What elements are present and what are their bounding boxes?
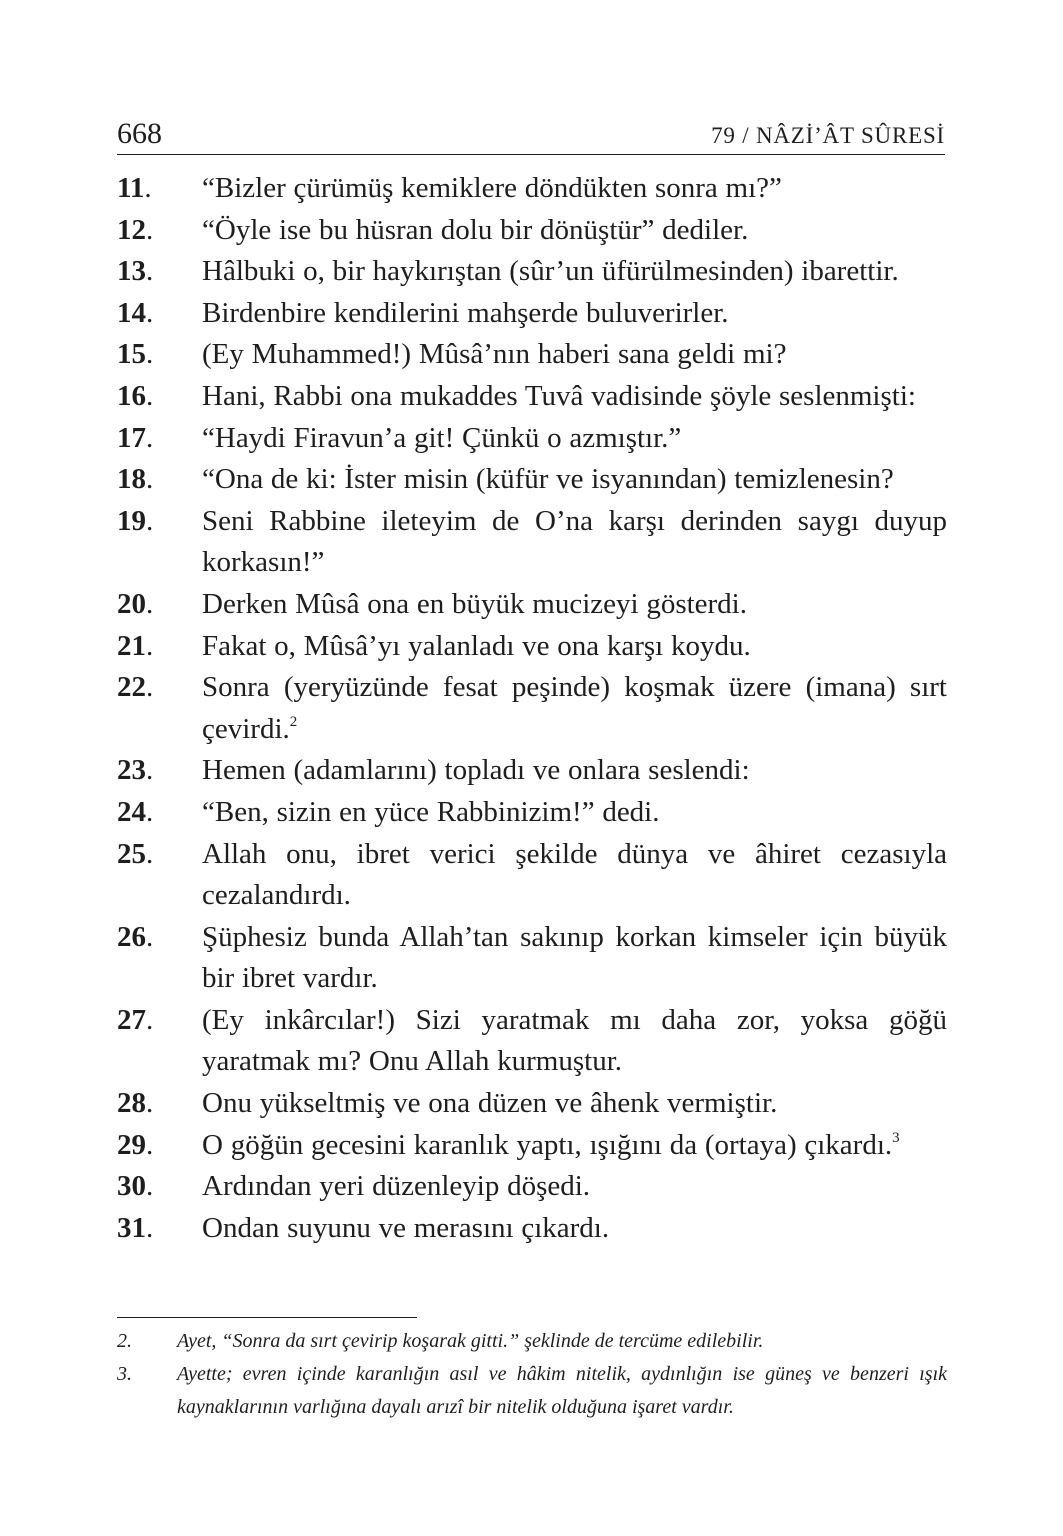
- page-number: 668: [117, 117, 162, 150]
- verse-number: 13.: [117, 255, 154, 288]
- verse-number: 18.: [117, 463, 154, 496]
- verse-text: Şüphesiz bunda Allah’tan sakınıp korkan kimseler için büyük bir ibret vardır.: [202, 920, 947, 995]
- verse-text: Hemen (adamlarını) topladı ve onlara seslendi:: [202, 754, 750, 787]
- footnote-ref: 2: [289, 713, 298, 730]
- verse-item: [117, 376, 947, 418]
- verse-number: 23.: [117, 754, 154, 787]
- verse-item: [117, 210, 947, 252]
- running-title: 79 / NÂZİ’ÂT SÛRESİ: [711, 123, 945, 148]
- verse-text: Hani, Rabbi ona mukaddes Tuvâ vadisinde şöyle seslenmişti:: [202, 379, 916, 412]
- footnote-ref: 3: [892, 1129, 900, 1146]
- verse-number: 27.: [117, 1003, 154, 1036]
- verse-text: Allah onu, ibret verici şekilde dünya ve âhiret cezasıyla cezalandırdı.: [202, 837, 947, 912]
- verse-text: Ondan suyunu ve merasını çıkardı.: [202, 1211, 610, 1244]
- verse-number: 31.: [117, 1211, 154, 1244]
- verse-number: 24.: [117, 795, 154, 828]
- verse-text: “Bizler çürümüş kemiklere döndükten sonra mı?”: [202, 172, 782, 204]
- verse-text: Hâlbuki o, bir haykırıştan (sûr’un üfürülmesinden) ibarettir.: [202, 255, 899, 288]
- verse-item: [117, 584, 947, 626]
- footnote-item: [117, 1358, 947, 1424]
- verse-item: [117, 750, 947, 792]
- footnotes: [117, 1325, 947, 1424]
- verse-number: 19.: [117, 504, 154, 537]
- verse-item: [117, 1166, 947, 1208]
- verse-text: Birdenbire kendilerini mahşerde buluverirler.: [202, 296, 729, 329]
- verse-number: 29.: [117, 1128, 154, 1161]
- verse-text: Fakat o, Mûsâ’yı yalanladı ve ona karşı koydu.: [202, 629, 751, 662]
- verse-number: 21.: [117, 629, 154, 662]
- verse-item: [117, 792, 947, 834]
- verse-text: Sonra (yeryüzünde fesat peşinde) koşmak üzere (imana) sırt çevirdi.$^2$: [202, 671, 947, 745]
- verse-item: [117, 168, 947, 210]
- footnote-item: [117, 1325, 947, 1358]
- verse-text: Onu yükseltmiş ve ona düzen ve âhenk vermiştir.: [202, 1087, 778, 1120]
- verse-text: “Ona de ki: İster misin (küfür ve isyanından) temizlenesin?: [202, 463, 894, 496]
- verse-item: [117, 1208, 947, 1250]
- verse-number: 20.: [117, 587, 154, 620]
- verse-text: (Ey inkârcılar!) Sizi yaratmak mı daha zor, yoksa göğü yaratmak mı? Onu Allah kurmuştur.: [202, 1003, 947, 1078]
- footnote-number: 3.: [117, 1363, 132, 1385]
- footnote-number: 2.: [117, 1330, 132, 1352]
- verse-text: “Öyle ise bu hüsran dolu bir dönüştür” dediler.: [202, 213, 749, 246]
- verse-item: [117, 1000, 947, 1083]
- page-header: [117, 114, 945, 155]
- verse-item: [117, 293, 947, 335]
- verse-number: 22.: [117, 671, 154, 704]
- verse-number: 15.: [117, 338, 154, 371]
- verse-text: Seni Rabbine ileteyim de O’na karşı derinden saygı duyup korkasın!”: [202, 504, 947, 579]
- verse-item: [117, 501, 947, 584]
- verse-item: [117, 834, 947, 917]
- footnote-divider: [117, 1317, 417, 1318]
- verse-text: “Haydi Firavun’a git! Çünkü o azmıştır.”: [202, 421, 682, 454]
- verse-item: [117, 251, 947, 293]
- verse-text: (Ey Muhammed!) Mûsâ’nın haberi sana geldi mi?: [202, 338, 787, 371]
- footnote-text: Ayet, “Sonra da sırt çevirip koşarak gitti.” şeklinde de tercüme edilebilir.: [177, 1330, 764, 1352]
- verse-number: 17.: [117, 421, 154, 454]
- verse-number: 28.: [117, 1087, 154, 1120]
- verse-text: Derken Mûsâ ona en büyük mucizeyi gösterdi.: [202, 587, 747, 620]
- verse-item: [117, 1125, 947, 1167]
- verse-number: 30.: [117, 1170, 154, 1203]
- verse-item: [117, 917, 947, 1000]
- footnote-text: Ayette; evren içinde karanlığın asıl ve hâkim nitelik, aydınlığın ise güneş ve benzeri ışık kaynaklarının varlığına dayalı arızî bir nitelik olduğuna işaret vardır.: [177, 1363, 947, 1418]
- verse-item: [117, 1083, 947, 1125]
- verse-number: 14.: [117, 296, 154, 329]
- verse-text: “Ben, sizin en yüce Rabbinizim!” dedi.: [202, 795, 660, 828]
- verse-item: [117, 418, 947, 460]
- verse-item: [117, 334, 947, 376]
- verse-number: 12.: [117, 213, 154, 246]
- verse-number: 26.: [117, 920, 154, 953]
- verse-number: 25.: [117, 837, 154, 870]
- verse-list: [117, 168, 947, 1249]
- verse-item: [117, 667, 947, 750]
- verse-text: O göğün gecesini karanlık yaptı, ışığını da (ortaya) çıkardı.$^3$: [202, 1128, 900, 1161]
- verse-item: [117, 459, 947, 501]
- verse-number: 11.: [117, 172, 152, 204]
- verse-number: 16.: [117, 379, 154, 412]
- verse-item: [117, 626, 947, 668]
- verse-text: Ardından yeri düzenleyip döşedi.: [202, 1170, 591, 1203]
